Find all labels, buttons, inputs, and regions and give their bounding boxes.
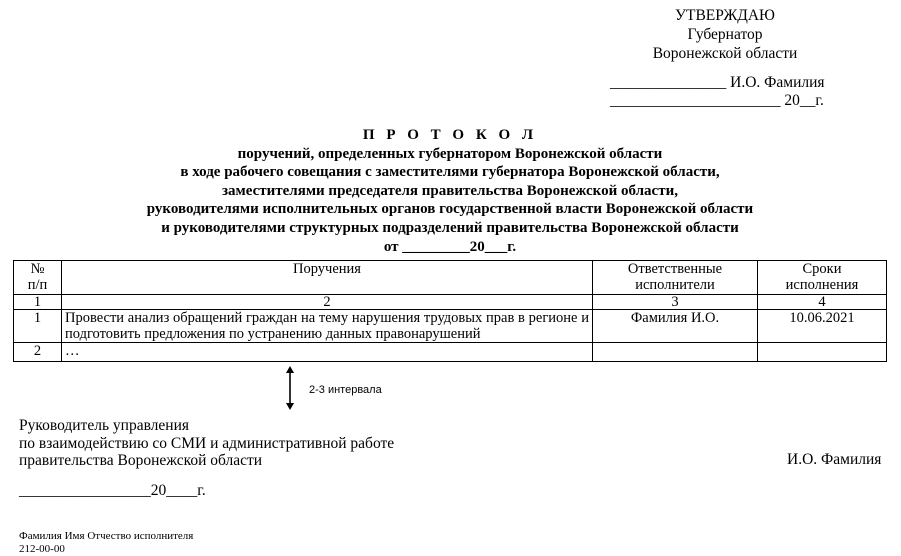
approver-region: Воронежской области	[652, 45, 798, 62]
head-name: И.О. Фамилия	[787, 451, 882, 468]
title-line: заместителями председателя правительства Воронежской области,	[222, 182, 678, 199]
approval-signature-line: _______________ И.О. Фамилия	[610, 74, 825, 91]
approve-label: УТВЕРЖДАЮ	[675, 7, 775, 24]
column-number: 4	[758, 295, 887, 310]
title-line: поручений, определенных губернатором Воронежской области	[237, 145, 663, 162]
signature-date-line: _________________20____г.	[19, 482, 206, 499]
approver-position: Губернатор	[687, 26, 763, 43]
table-row	[14, 310, 887, 343]
title-line: и руководителями структурных подразделений правительства Воронежской области	[161, 219, 739, 236]
head-position-line: Руководитель управления	[19, 417, 190, 434]
head-signature-block	[19, 417, 394, 470]
column-number: 2	[62, 295, 593, 310]
executor-phone: 212-00-00	[19, 542, 65, 555]
table-row	[14, 343, 887, 362]
row-deadline	[758, 343, 887, 362]
row-deadline: 10.06.2021	[758, 310, 887, 343]
column-number: 3	[593, 295, 758, 310]
title-main: П Р О Т О К О Л	[362, 127, 538, 143]
title-date-line: от _________20___г.	[383, 238, 517, 255]
head-position-line: по взаимодействию со СМИ и административной работе	[19, 434, 395, 452]
approval-block	[590, 6, 860, 63]
executor-footer	[19, 530, 193, 555]
tasks-table	[13, 260, 887, 362]
row-num: 1	[14, 310, 62, 343]
row-task: …	[62, 343, 593, 362]
header-num: № п/п	[14, 261, 62, 295]
head-position-line: правительства Воронежской области	[19, 452, 263, 469]
column-number: 1	[14, 295, 62, 310]
row-executor: Фамилия И.О.	[593, 310, 758, 343]
double-arrow-icon	[282, 366, 298, 410]
executor-name: Фамилия Имя Отчество исполнителя	[19, 530, 194, 542]
header-task: Поручения	[62, 261, 593, 295]
row-task: Провести анализ обращений граждан на тему нарушения трудовых прав в регионе и подготовить предложения по устранению данных правонарушений	[62, 310, 593, 343]
table-header-row	[14, 261, 887, 295]
interval-note: 2-3 интервала	[309, 384, 382, 396]
row-executor	[593, 343, 758, 362]
approval-date-line: ______________________ 20__г.	[610, 92, 824, 109]
row-num: 2	[14, 343, 62, 362]
title-line: руководителями исполнительных органов государственной власти Воронежской области	[146, 201, 754, 218]
header-deadline: Сроки исполнения	[758, 261, 887, 295]
header-executors: Ответственные исполнители	[593, 261, 758, 295]
title-line: в ходе рабочего совещания с заместителями губернатора Воронежской области,	[180, 164, 720, 181]
document-title	[100, 126, 800, 256]
column-number-row	[14, 295, 887, 310]
